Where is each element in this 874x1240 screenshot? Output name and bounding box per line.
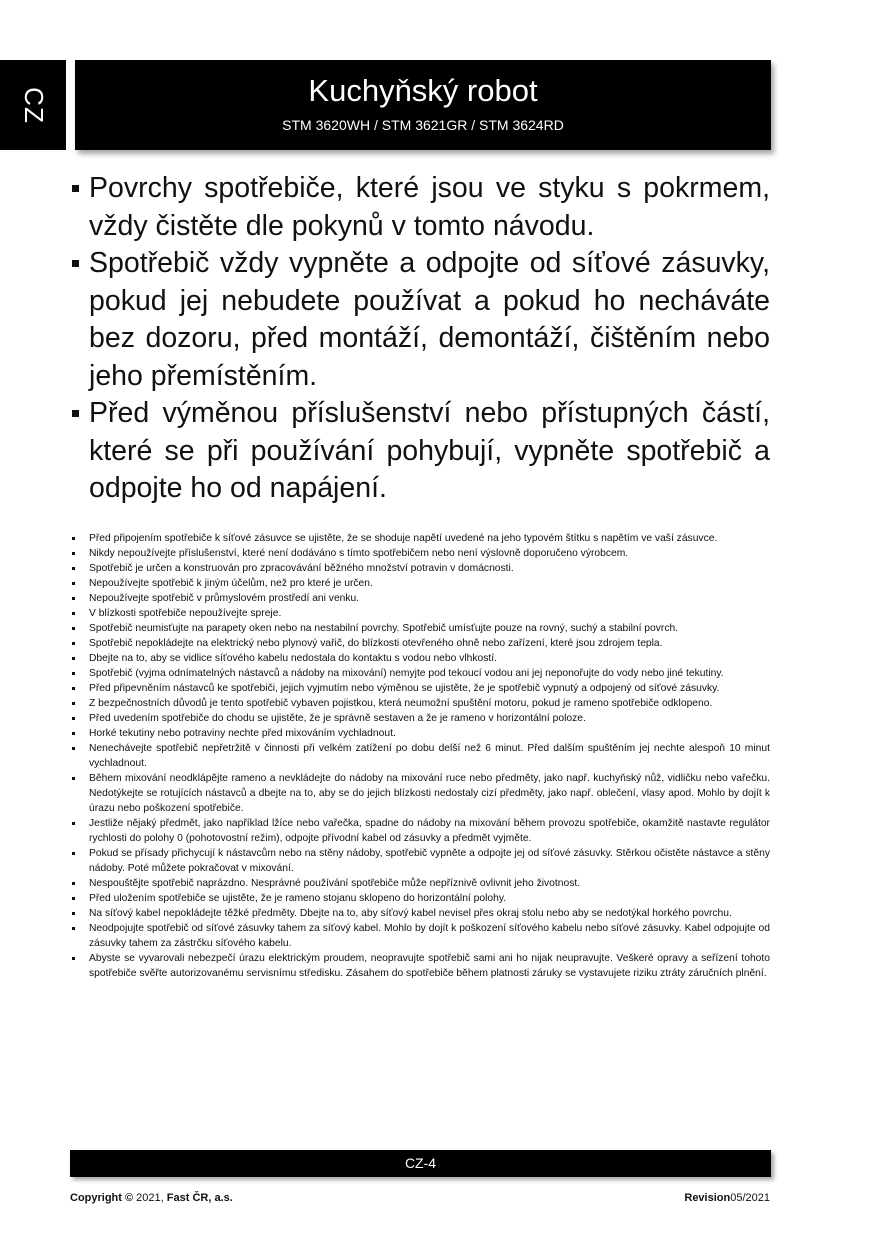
instructions-list — [70, 531, 770, 981]
warning-item — [70, 170, 770, 245]
instruction-item — [70, 816, 770, 846]
instruction-item — [70, 876, 770, 891]
bullet-icon — [72, 717, 75, 720]
bullet-icon — [72, 552, 75, 555]
bullet-icon — [72, 260, 79, 267]
bullet-icon — [72, 927, 75, 930]
language-tab — [0, 60, 66, 150]
bullet-icon — [72, 957, 75, 960]
instruction-item — [70, 741, 770, 771]
bullet-icon — [72, 747, 75, 750]
bullet-icon — [72, 822, 75, 825]
copyright-year: 2021, — [136, 1192, 164, 1204]
instruction-item — [70, 576, 770, 591]
bullet-icon — [72, 702, 75, 705]
instruction-item — [70, 546, 770, 561]
bullet-icon — [72, 627, 75, 630]
instruction-item — [70, 531, 770, 546]
instruction-item — [70, 561, 770, 576]
instruction-item — [70, 591, 770, 606]
warning-item-text: Před výměnou příslušenství nebo přístupných částí, které se při používání pohybují, vypněte spotřebič a odpojte ho od napájení. — [89, 397, 770, 504]
page-title: Kuchyňský robot — [308, 73, 538, 108]
revision-value: 05/2021 — [730, 1192, 770, 1204]
instruction-item-text: Horké tekutiny nebo potraviny nechte před mixováním vychladnout. — [89, 728, 396, 739]
instruction-item — [70, 771, 770, 816]
instruction-item-text: Během mixování neodklápějte rameno a nevkládejte do nádoby na mixování ruce nebo předměty, jako např. kuchyňský nůž, vidličku nebo vařečku. Nedotýkejte se rotujících nástavců a dbejte na to, aby se do jejich blízkosti nedostaly cizí předměty, jako např. oblečení, vlasy apod. Mohlo by dojít k úrazu nebo poškození spotřebiče. — [89, 773, 770, 814]
instruction-item — [70, 726, 770, 741]
instruction-item — [70, 636, 770, 651]
language-tab-label: CZ — [18, 86, 49, 124]
bullet-icon — [72, 537, 75, 540]
instruction-item — [70, 891, 770, 906]
instruction-item-text: Z bezpečnostních důvodů je tento spotřebič vybaven pojistkou, která neumožní spuštění motoru, pokud je rameno spotřebiče odklopeno. — [89, 698, 713, 709]
warning-item-text: Spotřebič vždy vypněte a odpojte od síťové zásuvky, pokud jej nebudete používat a pokud ho necháváte bez dozoru, před montáží, demontáží, čištěním nebo jeho přemístěním. — [89, 247, 770, 392]
instruction-item-text: Před uložením spotřebiče se ujistěte, že je rameno stojanu sklopeno do horizontální polohy. — [89, 893, 507, 904]
bullet-icon — [72, 777, 75, 780]
instruction-item-text: Neodpojujte spotřebič od síťové zásuvky tahem za síťový kabel. Mohlo by dojít k poškození síťového kabelu nebo síťové zásuvky. Kabel odpojujte od zásuvky tahem za zástrčku síťového kabelu. — [89, 923, 770, 949]
instruction-item — [70, 621, 770, 636]
instruction-item — [70, 846, 770, 876]
bullet-icon — [72, 582, 75, 585]
instruction-item-text: Nepoužívejte spotřebič k jiným účelům, než pro které je určen. — [89, 578, 373, 589]
warning-item-text: Povrchy spotřebiče, které jsou ve styku s pokrmem, vždy čistěte dle pokynů v tomto návodu. — [89, 172, 770, 242]
instruction-item-text: Abyste se vyvarovali nebezpečí úrazu elektrickým proudem, neopravujte spotřebič sami ani ho nijak neupravujte. Veškeré opravy a seřízení tohoto spotřebiče svěřte autorizovanému servisnímu středisku. Zásahem do spotřebiče během platnosti záruky se vystavujete riziku ztráty záručních plnění. — [89, 953, 770, 979]
instruction-item-text: Spotřebič (vyjma odnímatelných nástavců a nádoby na mixování) nemyjte pod tekoucí vodou ani jej neponořujte do vody nebo jiné tekutiny. — [89, 668, 724, 679]
bullet-icon — [72, 912, 75, 915]
instruction-item-text: Nepoužívejte spotřebič v průmyslovém prostředí ani venku. — [89, 593, 360, 604]
instruction-item-text: Před připojením spotřebiče k síťové zásuvce se ujistěte, že se shoduje napětí uvedené na jeho typovém štítku s napětím ve vaší zásuvce. — [89, 533, 718, 544]
bullet-icon — [72, 882, 75, 885]
instruction-item-text: Pokud se přísady přichycují k nástavcům nebo na stěny nádoby, spotřebič vypněte a odpojte jej od síťové zásuvky. Stěrkou očistěte nástavce a stěny nádoby. Poté můžete pokračovat v mixování. — [89, 848, 770, 874]
bullet-icon — [72, 672, 75, 675]
main-warnings-list — [70, 170, 770, 508]
bullet-icon — [72, 597, 75, 600]
instruction-item-text: Nenechávejte spotřebič nepřetržitě v činnosti při velkém zatížení po dobu delší než 6 minut. Před dalším spuštěním jej nechte alespoň 10 minut vychladnout. — [89, 743, 770, 769]
page-number: CZ-4 — [404, 1155, 437, 1171]
revision-notice — [684, 1192, 770, 1204]
bullet-icon — [72, 897, 75, 900]
instruction-item — [70, 921, 770, 951]
page-header — [75, 60, 771, 150]
instruction-item-text: Spotřebič je určen a konstruován pro zpracovávání běžného množství potravin v domácnosti. — [89, 563, 514, 574]
revision-label: Revision — [684, 1192, 731, 1204]
instruction-item-text: V blízkosti spotřebiče nepoužívejte spreje. — [89, 608, 282, 619]
instruction-item-text: Spotřebič neumisťujte na parapety oken nebo na nestabilní povrchy. Spotřebič umísťujte pouze na rovný, suchý a stabilní povrch. — [89, 623, 679, 634]
instruction-item-text: Nespouštějte spotřebič naprázdno. Nesprávné používání spotřebiče může nepříznivě ovlivnit jeho životnost. — [89, 878, 581, 889]
footer-page-bar — [70, 1150, 771, 1177]
bullet-icon — [72, 185, 79, 192]
instruction-item — [70, 951, 770, 981]
instruction-item — [70, 906, 770, 921]
instruction-item-text: Spotřebič nepokládejte na elektrický nebo plynový vařič, do blízkosti otevřeného ohně nebo zařízení, které jsou zdrojem tepla. — [89, 638, 663, 649]
instruction-item — [70, 666, 770, 681]
bullet-icon — [72, 687, 75, 690]
instruction-item — [70, 651, 770, 666]
instruction-item — [70, 711, 770, 726]
instruction-item-text: Před připevněním nástavců ke spotřebiči, jejich vyjmutím nebo výměnou se ujistěte, že je spotřebič vypnutý a odpojený od síťové zásuvky. — [89, 683, 720, 694]
bullet-icon — [72, 657, 75, 660]
model-numbers: STM 3620WH / STM 3621GR / STM 3624RD — [282, 117, 564, 133]
bullet-icon — [72, 612, 75, 615]
bullet-icon — [72, 410, 79, 417]
bullet-icon — [72, 732, 75, 735]
copyright-label: Copyright © — [70, 1192, 134, 1204]
instruction-item — [70, 681, 770, 696]
instruction-item-text: Jestliže nějaký předmět, jako například lžíce nebo vařečka, spadne do nádoby na mixování během provozu spotřebiče, okamžitě nastavte regulátor rychlosti do polohy 0 (pohotovostní režim), odpojte přívodní kabel od zásuvky a předmět vyjměte. — [89, 818, 770, 844]
copyright-company: Fast ČR, a.s. — [166, 1192, 233, 1204]
instruction-item-text: Dbejte na to, aby se vidlice síťového kabelu nedostala do kontaktu s vodou nebo vlhkostí. — [89, 653, 497, 664]
instruction-item — [70, 606, 770, 621]
bullet-icon — [72, 852, 75, 855]
warning-item — [70, 395, 770, 508]
copyright-notice — [70, 1192, 233, 1204]
bullet-icon — [72, 642, 75, 645]
bullet-icon — [72, 567, 75, 570]
instruction-item-text: Nikdy nepoužívejte příslušenství, které není dodáváno s tímto spotřebičem nebo není výslovně doporučeno výrobcem. — [89, 548, 629, 559]
instruction-item-text: Na síťový kabel nepokládejte těžké předměty. Dbejte na to, aby síťový kabel nevisel přes okraj stolu nebo aby se nedotýkal horkého povrchu. — [89, 908, 732, 919]
instruction-item-text: Před uvedením spotřebiče do chodu se ujistěte, že je správně sestaven a že je rameno v horizontální poloze. — [89, 713, 586, 724]
warning-item — [70, 245, 770, 395]
instruction-item — [70, 696, 770, 711]
